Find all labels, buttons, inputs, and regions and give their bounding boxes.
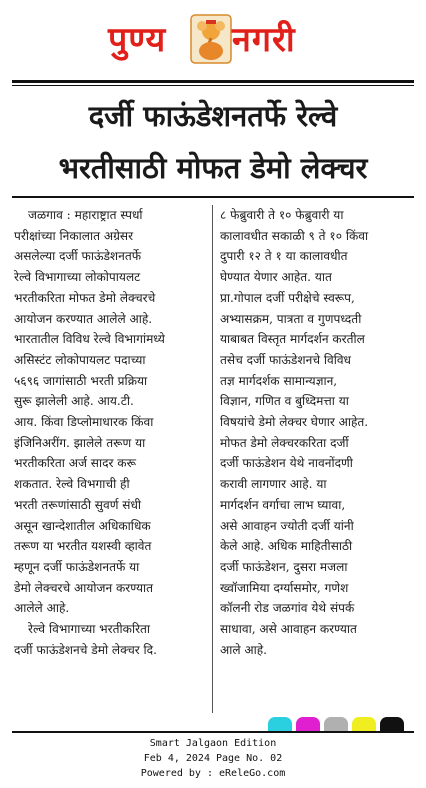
powered-by: Powered by : eReleGo.com [140,768,286,779]
article-line: रेल्वे विभागाच्या लोकोपायलट [14,270,141,285]
article-line: कालावधीत सकाळी ९ ते १० किंवा [220,228,369,243]
article-line: शकतात. रेल्वे विभगाची ही [14,477,130,492]
registration-mark [324,717,348,731]
article-line: आय. किंवा डिप्लोमाधारक किंवा [14,415,154,430]
headline-line-1: दर्जी फाऊंडेशनतर्फे रेल्वे [88,99,338,133]
article-line: परीक्षांच्या निकालात अग्रेसर [14,228,134,243]
article-line: करावी लागणार आहे. या [220,477,327,492]
ganesha-logo-icon [190,14,232,64]
masthead-divider-thin [12,85,414,86]
article-line: भरतीकरिता मोफत डेमो लेक्चरचे [14,290,156,305]
article-line: विषयांचे डेमो लेक्चर घेणार आहेत. [220,415,369,430]
article-line: सुरू झालेली आहे. आय.टी. [14,394,134,409]
column-separator [212,205,213,713]
article-line: आयोजन करण्यात आलेले आहे. [14,311,153,326]
article-line: भारतातील विविध रेल्वे विभागांमध्ये [14,332,165,347]
masthead-divider [12,80,414,83]
article-line: तज्ञ मार्गदर्शक सामान्यज्ञान, [220,373,338,388]
article-line: ख्वॉजामिया दर्ग्यासमोर, गणेश [220,580,349,595]
article-column-left [14,205,210,660]
registration-mark [352,717,376,731]
article-line: तरूण या भरतीत यशस्वी व्हावेत [14,539,152,554]
footer-divider [12,731,414,733]
registration-mark [380,717,404,731]
article-line: कॉलनी रोड जळगांव येथे संपर्क [220,601,355,616]
article-line: मार्गदर्शन वर्गाचा लाभ घ्यावा, [220,497,346,512]
article-column-right [220,205,416,660]
article-line: रेल्वे विभागाच्या भरतीकरिता [28,622,151,637]
article-line: दर्जी फाऊंडेशन येथे नावनोंदणी [220,456,353,471]
article-line: तसेच दर्जी फाऊंडेशनचे विविध [220,352,351,367]
article-line: मोफत डेमो लेक्चरकरिता दर्जी [220,435,349,450]
article-line: असिस्टंट लोकोपायलट पदाच्या [14,352,146,367]
article-line: ५६९६ जागांसाठी भरती प्रक्रिया [14,373,148,388]
article-line: घेण्यात येणार आहेत. यात [220,270,332,285]
article-line: ८ फेब्रुवारी ते १० फेब्रुवारी या [220,208,344,222]
edition-name: Smart Jalgaon Edition [149,738,277,749]
article-line: म्हणून दर्जी फाऊंडेशनतर्फे या [14,559,140,574]
registration-mark [268,717,292,731]
article-line: प्रा.गोपाल दर्जी परीक्षेचे स्वरूप, [220,290,355,305]
article-line: साधावा, असे आवाहन करण्यात [220,622,357,637]
article-line: जळगाव : महाराष्ट्रात स्पर्धा [28,208,143,222]
registration-mark [296,717,320,731]
brand-name-right: नगरी [232,20,296,60]
article-line: असून खान्देशातील अधिकाधिक [14,518,151,533]
article-line: असे आवाहन ज्योती दर्जी यांनी [220,518,354,533]
article-line: भरती तरूणांसाठी सुवर्ण संधी [14,497,142,512]
headline-divider [12,196,414,198]
article-line: डेमो लेक्चरचे आयोजन करण्यात [14,580,154,595]
article-line: दर्जी फाऊंडेशनचे डेमो लेक्चर दि. [14,642,157,657]
article-line: इंजिनिअरींग. झालेले तरूण या [14,435,146,450]
article-line: विज्ञान, गणित व बुध्दिमत्ता या [220,394,349,409]
edition-footer [0,736,426,781]
article-line: दुपारी १२ ते १ या कालावधीत [220,249,348,264]
article-line: याबाबत विस्तृत मार्गदर्शन करतील [220,332,365,347]
article-line: भरतीकरिता अर्ज सादर करू [14,456,136,471]
article-line: अभ्यासक्रम, पात्रता व गुणपध्दती [220,311,362,326]
article-line: असलेल्या दर्जी फाऊंडेशनतर्फे [14,249,142,264]
headline-line-2: भरतीसाठी मोफत डेमो लेक्चर [58,151,368,185]
article-line: आले आहे. [220,642,268,657]
masthead [0,0,426,78]
article-line: दर्जी फाऊंडेशन, दुसरा मजला [220,559,348,574]
article-line: केले आहे. अधिक माहितीसाठी [220,539,353,554]
brand-name-left: पुण्य [108,20,167,60]
edition-date-page: Feb 4, 2024 Page No. 02 [143,753,283,764]
article-line: आलेले आहे. [14,601,70,616]
